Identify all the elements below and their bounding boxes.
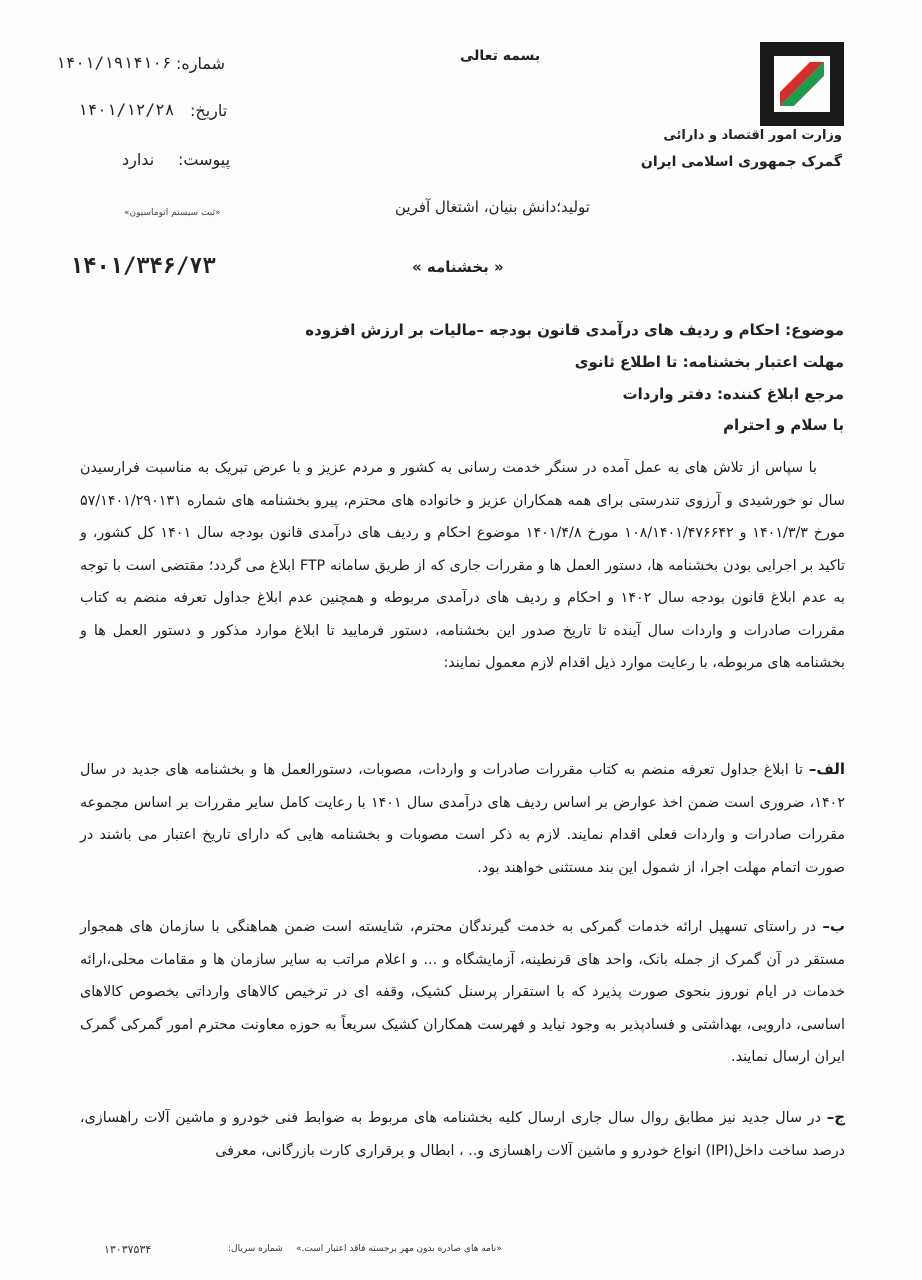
- clause-je-key: ج–: [826, 1108, 845, 1126]
- number-value: ۱۴۰۱/۱۹۱۴۱۰۶: [56, 53, 172, 72]
- automation-system-note: «ثبت سیستم اتوماسیون»: [124, 208, 221, 218]
- bismillah-heading: بسمه تعالی: [460, 48, 541, 64]
- year-slogan: تولید؛دانش بنیان، اشتغال آفرین: [395, 198, 590, 216]
- clause-be-key: ب–: [822, 917, 845, 935]
- ministry-name: وزارت امور اقتصاد و دارائی: [663, 128, 842, 143]
- number-label: شماره:: [176, 54, 226, 73]
- date-value: ۱۴۰۱/۱۲/۲۸: [78, 100, 175, 119]
- clause-be-text: در راستای تسهیل ارائه خدمات گمرکی به خدمت گیرندگان محترم، شایسته است ضمن هماهنگی با سازمان های همجوار مستقر در آن گمرک از جمله بانک، واحد های قرنطینه، آزمایشگاه و ... و اعلام مراتب به سایر سازمان ها و مقامات محلی،ارائه خدمات در ایام نوروز بنحوی صورت پذیرد که با استقرار پرسنل کشیک، وقفه ای در ترخیص کالاهای وارداتی بخصوص کالاهای اساسی، دارویی، بهداشتی و فسادپذیر به وجود نیاید و فهرست همکاران کشیک سریعاً به حوزه معاونت محترم امور گمرکی گمرک ایران ارسال نمایند.: [80, 919, 845, 1065]
- validity-line: مهلت اعتبار بخشنامه: تا اطلاع ثانوی: [574, 353, 844, 371]
- clause-alef-key: الف–: [808, 760, 845, 778]
- circular-title: « بخشنامه »: [412, 258, 504, 276]
- clause-alef-text: تا ابلاغ جداول تعرفه منضم به کتاب مقررات صادرات و واردات، مصوبات، دستورالعمل ها و بخشنامه های جدید در سال ۱۴۰۲، ضروری است ضمن اخذ عوارض بر اساس ردیف های درآمدی سال ۱۴۰۱ با رعایت کامل سایر مقررات بر اساس مجموعه مقررات صادرات و واردات فعلی اقدام نمایند. لازم به ذکر است مصوبات و بخشنامه هایی که دارای تاریخ اعتبار می باشند در صورت اتمام مهلت اجرا، از شمول این بند مستثنی خواهند بود.: [80, 762, 845, 876]
- subject-line: موضوع: احکام و ردیف های درآمدی قانون بودجه –مالیات بر ارزش افزوده: [305, 321, 844, 339]
- serial-value: ۱۳۰۳۷۵۳۴: [104, 1243, 152, 1256]
- footer-validity-note: «نامه های صادره بدون مهر برجسته فاقد اعتبار است.»: [296, 1244, 502, 1254]
- intro-paragraph: [80, 452, 845, 680]
- attachment-value: ندارد: [122, 150, 155, 169]
- intro-text: با سپاس از تلاش های به عمل آمده در سنگر خدمت رسانی به کشور و مردم عزیز و با عرض تبریک به مناسبت فرارسیدن سال نو خورشیدی و آرزوی تندرستی برای همه همکاران عزیز و خانواده های محترم، پیرو بخشنامه های شماره ۵۷/۱۴۰۱/۲۹۰۱۳۱ مورخ ۱۴۰۱/۳/۳ و ۱۰۸/۱۴۰۱/۴۷۶۶۴۲ مورخ ۱۴۰۱/۴/۸ موضوع احکام و ردیف های درآمدی قانون بودجه سال ۱۴۰۱ کل کشور، و تاکید بر اجرایی بودن بخشنامه ها، دستور العمل ها و مقررات جاری که از طریق سامانه FTP ابلاغ می گردد؛ مقتضی است با توجه به عدم ابلاغ قانون بودجه سال ۱۴۰۲ و احکام و ردیف های درآمدی مربوطه و همچنین عدم ابلاغ جداول تعرفه منضم به کتاب مقررات صادرات و واردات سال آینده تا تاریخ صدور این بخشنامه، دستور فرمایید تا ابلاغ موارد مذکور و دستور العمل ها و بخشنامه های مربوطه، با رعایت موارد ذیل اقدام لازم معمول نمایند:: [80, 460, 845, 671]
- reference-line: مرجع ابلاغ کننده: دفتر واردات: [622, 385, 844, 403]
- clause-je: [80, 1101, 845, 1167]
- clause-alef: [80, 753, 845, 884]
- clause-je-text: در سال جدید نیز مطابق روال سال جاری ارسال کلیه بخشنامه های مربوط به ضوابط فنی خودرو و ماشین آلات راهسازی، درصد ساخت داخل(IPI) انواع خودرو و ماشین آلات راهسازی و.. ، ابطال و برقراری کارت بازرگانی، معرفی: [80, 1110, 845, 1159]
- customs-name: گمرک جمهوری اسلامی ایران: [640, 154, 842, 170]
- circular-number: ۱۴۰۱/۳۴۶/۷۳: [70, 254, 216, 279]
- greeting-line: با سلام و احترام: [723, 416, 844, 434]
- serial-label: شماره سریال:: [228, 1244, 283, 1254]
- clause-be: [80, 910, 845, 1074]
- attachment-label: پیوست:: [178, 150, 231, 169]
- customs-logo-icon: [760, 42, 844, 126]
- date-label: تاریخ:: [190, 101, 228, 120]
